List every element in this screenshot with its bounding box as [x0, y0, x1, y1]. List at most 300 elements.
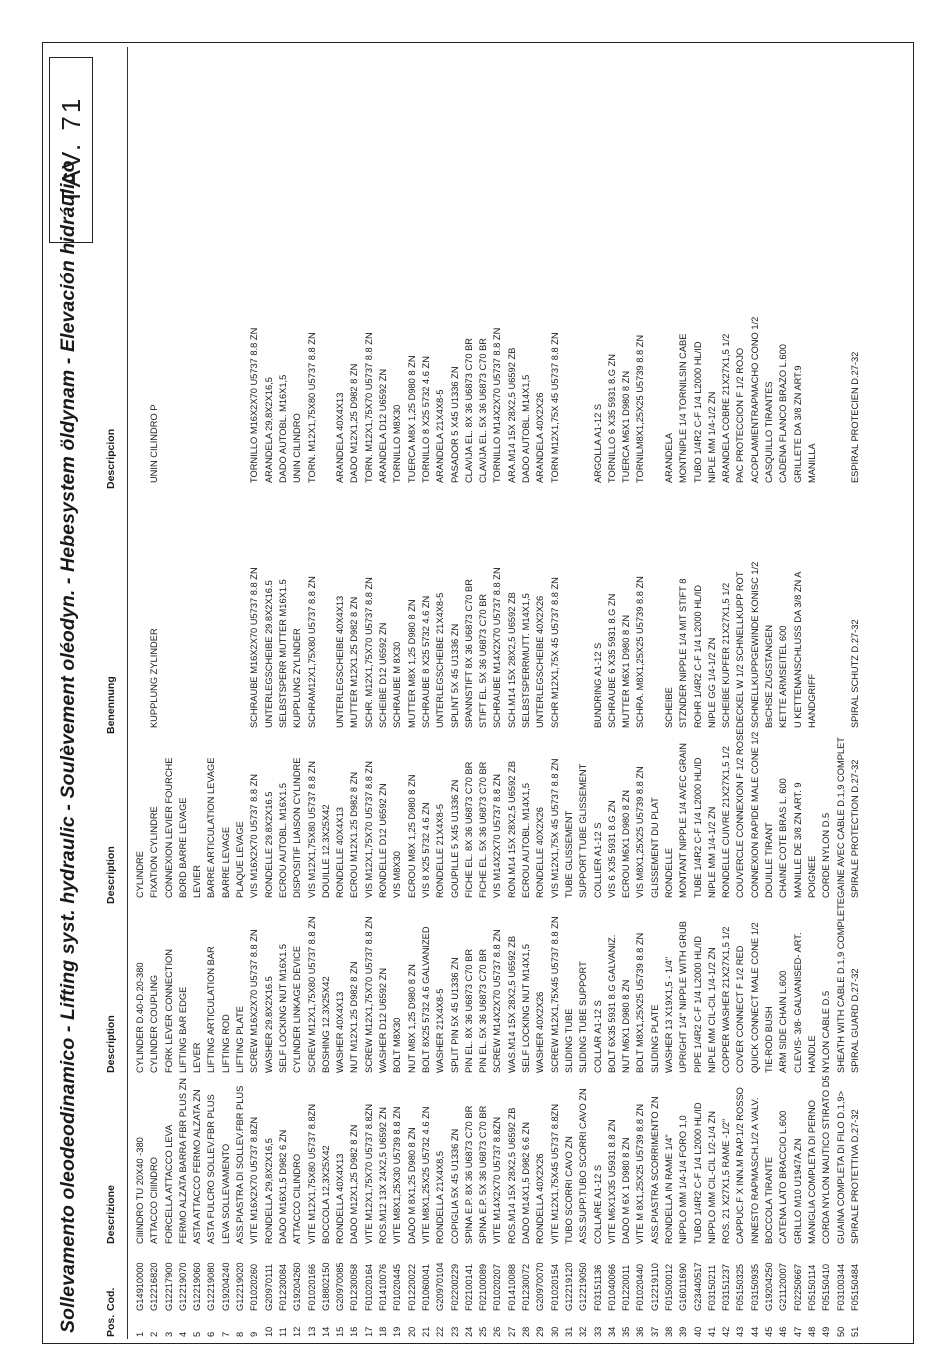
description-es: [204, 199, 218, 483]
description-de: ROHR 1/4R2 C-F 1/4 L2000 HL/ID: [692, 584, 703, 729]
part-position: 22: [435, 1326, 446, 1337]
description-en: WASHER 21X4X8-5: [435, 988, 446, 1073]
header-benennung: Benennung: [105, 676, 117, 734]
part-code: G23440517: [692, 1262, 703, 1311]
part-position: 41: [706, 1326, 717, 1337]
description-it: FORCELLA ATTACCO LEVA: [163, 1124, 174, 1244]
part-position: 40: [692, 1326, 703, 1337]
part-code: F01220022: [406, 1263, 417, 1311]
description-en: NIPLE MM CIL-CIL 1/4-1/2 ZN: [706, 947, 717, 1073]
header-rule: [127, 47, 128, 1339]
description-de: MUTTER M12X1.25 D982 8 ZN: [349, 596, 360, 729]
description-it: ASS.SUPP.TUBO SCORRI CAVO ZN: [578, 1088, 589, 1244]
parts-table: [133, 199, 862, 1339]
description-it: ROS. 21 X27X1,5 RAME -1/2": [721, 1118, 732, 1244]
table-row: [619, 199, 633, 1339]
part-code: F02100089: [478, 1263, 489, 1311]
part-code: F01410076: [378, 1263, 389, 1311]
description-es: [834, 199, 848, 483]
description-fr: BORD BARRE LEVAGE: [177, 797, 188, 899]
description-it: ROS.M12 13X 24X2,5 U6592 ZN: [378, 1107, 389, 1244]
part-code: G20970070: [535, 1262, 546, 1311]
description-it: ATTACCO CILINDRO: [292, 1153, 303, 1244]
description-en: FORK LEVER CONNECTION: [163, 949, 174, 1073]
description-it: MANIGLIA COMPLETA DI PERNO: [806, 1100, 817, 1244]
part-code: G12217900: [163, 1262, 174, 1311]
description-en: BOLT 8X25 5732 4.6 GALVANIZED: [420, 926, 431, 1073]
part-position: 34: [606, 1326, 617, 1337]
part-code: G12219050: [578, 1262, 589, 1311]
part-position: 42: [721, 1326, 732, 1337]
description-fr: RONDELLE D12 U6592 ZN: [378, 783, 389, 899]
table-row: [262, 199, 276, 1339]
description-es: DADO M12X1,25 D982 8 ZN: [349, 363, 360, 484]
description-es: CADENA FLANCO BRAZO L.600: [778, 344, 789, 484]
description-de: KUPPLUNG ZYLINDER: [149, 628, 160, 729]
part-position: 2: [149, 1331, 160, 1337]
description-en: PIN EL. 8X 36 U6873 C70 BR: [463, 948, 474, 1073]
description-de: [204, 483, 218, 728]
description-es: NIPLE MM 1/4-1/2 ZN: [706, 391, 717, 484]
part-code: F03100344: [835, 1263, 846, 1311]
description-en: HANDLE: [806, 1035, 817, 1073]
description-es: ARANDELA 40X2X26: [535, 392, 546, 484]
description-it: DADO M 6X 1 D980 8 ZN: [621, 1137, 632, 1244]
description-it: RONDELLA 21X4X8,5: [435, 1150, 446, 1244]
part-code: G21120007: [778, 1263, 789, 1311]
description-en: SHEATH WITH CABLE D.1,9 COMPLETE: [835, 898, 846, 1073]
part-code: F05150114: [806, 1264, 817, 1311]
table-row: [490, 199, 504, 1339]
table-row: [662, 199, 676, 1339]
description-en: TIE-ROD BUSH: [764, 1006, 775, 1073]
description-it: NIPPLO MM 1/4-1/4 FORO 1,0: [678, 1115, 689, 1244]
table-row: [591, 199, 605, 1339]
rotated-sheet: [43, 43, 913, 1343]
description-en: BOLT M8X1,25X25 U5739 8.8 ZN: [635, 932, 646, 1073]
description-it: GRILLO M10 U1947A ZN: [792, 1138, 803, 1244]
description-es: ARANDELA 40X4X13: [335, 392, 346, 484]
description-it: VITE M16X2X70 U5737 8.8ZN: [249, 1116, 260, 1244]
table-row: [605, 199, 619, 1339]
description-es: ARANDELA COBRE 21X27X1,5 1/2: [721, 333, 732, 484]
description-en: CYLINDER COUPLING: [149, 974, 160, 1073]
description-it: SPIRALE PROTETTIVA D.27-32: [849, 1109, 860, 1244]
table-row: [190, 199, 204, 1339]
part-position: 33: [592, 1326, 603, 1337]
table-row: [376, 199, 390, 1339]
table-row: [733, 199, 747, 1339]
part-position: 4: [177, 1331, 188, 1337]
description-es: [233, 199, 247, 483]
description-es: DADO AUTOBL. M16X1,5: [277, 374, 288, 484]
description-en: WASHER 40X2X26: [535, 991, 546, 1073]
description-de: SPANNSTIFT 8X 36 U6873 C70 BR: [463, 579, 474, 729]
part-position: 9: [249, 1331, 260, 1337]
description-de: [219, 483, 233, 728]
description-en: CYLINDER D.40-D.20-380: [135, 962, 145, 1073]
description-es: [190, 199, 204, 483]
description-fr: LEVIER: [192, 864, 203, 899]
table-row: [805, 199, 819, 1339]
table-number-box: TAV. 71: [49, 57, 93, 243]
description-es: MANILLA: [806, 443, 817, 484]
description-fr: ECROU AUTOBL. M16X1.5: [277, 782, 288, 899]
description-fr: RONDELLE 29.8X2X16.5: [263, 791, 274, 899]
description-en: WAS.M14 15X 28X2,5 U6592 ZB: [506, 935, 517, 1073]
description-es: MONTNIPLE 1/4 TORNILSIN CABE: [678, 333, 689, 484]
table-row: [505, 199, 519, 1339]
part-code: G20970104: [435, 1262, 446, 1311]
part-code: F05150410: [821, 1263, 832, 1311]
description-de: BUNDRING A1-12 S: [592, 642, 603, 729]
part-position: 32: [578, 1326, 589, 1337]
description-en: WASHER 13 X19X1,5 - 1/4": [663, 956, 674, 1073]
table-row: [362, 199, 376, 1339]
part-code: F01230072: [521, 1263, 532, 1311]
part-code: G19204250: [764, 1262, 775, 1311]
description-fr: CHAINE COTE BRAS L. 600: [778, 778, 789, 899]
description-fr: RONDELLE 40X4X13: [335, 807, 346, 899]
table-row: [347, 199, 361, 1339]
description-fr: VIS M12X1,75X70 U5737 8.8 ZN: [363, 761, 374, 899]
description-es: TORNILLO 6 X35 5931 8.G ZN: [606, 354, 617, 484]
description-it: LEVA SOLLEVAMENTO: [220, 1143, 231, 1244]
description-es: DADO AUTOBL. M14X1,5: [521, 374, 532, 484]
part-code: F01020154: [549, 1263, 560, 1311]
part-position: 12: [292, 1326, 303, 1337]
table-row: [276, 199, 290, 1339]
description-en: SLIDING PLATE: [649, 1004, 660, 1073]
part-code: F02250667: [792, 1263, 803, 1311]
description-fr: SPIRALE PROTECTION D.27-32: [849, 759, 860, 899]
description-de: [133, 483, 147, 728]
table-row: [819, 199, 833, 1339]
description-de: [162, 483, 176, 728]
description-de: SPIRAL SCHUTZ D.27-32: [849, 619, 860, 729]
description-fr: DISPOSITIF LIAISON CYLINDRE: [292, 757, 303, 899]
description-es: CLAVIJA EL. 5X 36 U6873 C70 BR: [478, 338, 489, 484]
description-de: [648, 483, 662, 728]
description-fr: VIS M14X2X70 U5737 8.8 ZN: [492, 774, 503, 899]
header-descrizione: Descrizione: [105, 1185, 117, 1244]
description-es: CASQUILLO TIRANTES: [764, 381, 775, 484]
description-en: WASHER 40X4X13: [335, 991, 346, 1073]
header-descripcion: Descripcion: [105, 428, 117, 489]
description-it: VITE M8X1,25X25 U5732 4.6 ZN: [420, 1106, 431, 1244]
description-fr: MONTANT NIPPLE 1/4 AVEC GRAIN: [678, 743, 689, 899]
table-row: [405, 199, 419, 1339]
description-fr: COLLIER A1-12 S: [592, 822, 603, 899]
description-es: ACOPLAMIENTRAPMACHO CONO 1/2: [749, 316, 760, 484]
description-en: NUT M12X1.25 D982 8 ZN: [349, 961, 360, 1073]
part-code: F03151237: [721, 1263, 732, 1311]
description-de: [233, 483, 247, 728]
description-de: SCHRAUBE M 8X30: [392, 641, 403, 729]
description-de: SCHEIBE D12 U6592 ZN: [378, 622, 389, 729]
description-it: RONDELLA 29,8X2X16,5: [263, 1138, 274, 1244]
description-de: SCHRAM12X1,75X80 U5737 8.8 ZN: [306, 576, 317, 729]
part-position: 48: [806, 1326, 817, 1337]
table-row: [848, 199, 862, 1339]
description-en: PIPE 1/4R2 C-F 1/4 L2000 HL/ID: [692, 936, 703, 1073]
part-position: 24: [463, 1326, 474, 1337]
description-en: CLEVIS- 3/8- GALVANISED- ART.: [792, 932, 803, 1073]
table-row: [290, 199, 304, 1339]
description-fr: RONDELLE 21X4X8-5: [435, 803, 446, 899]
part-position: 10: [263, 1326, 274, 1337]
description-fr: VIS M16X2X70 U5737 8.8 ZN: [249, 774, 260, 899]
table-row: [305, 199, 319, 1339]
table-row: [247, 199, 261, 1339]
part-position: 26: [492, 1326, 503, 1337]
description-it: ASS.PIASTRA DI SOLLEV.FBR PLUS: [235, 1085, 246, 1244]
part-position: 27: [506, 1326, 517, 1337]
part-position: 3: [163, 1331, 174, 1337]
description-fr: VIS M8X1,25X25 U5739 8.8 ZN: [635, 766, 646, 899]
description-en: BOLT M8X30: [392, 1017, 403, 1073]
description-it: GUAINA COMPLETA DI FILO D.1,9>: [835, 1090, 846, 1244]
description-de: NIPLE GG 1/4-1/2 ZN: [706, 637, 717, 729]
part-code: F03150935: [749, 1263, 760, 1311]
part-code: G20970085: [335, 1262, 346, 1311]
description-de: UNTERLEGSCHEIBE 21X4X8-5: [435, 592, 446, 729]
table-row: [176, 199, 190, 1339]
table-row: [462, 199, 476, 1339]
description-de: [834, 483, 848, 728]
description-en: SCREW M12X1,75X80 U5737 8.8 ZN: [306, 916, 317, 1073]
part-position: 37: [649, 1326, 660, 1337]
description-es: UNIN CILINDRO: [292, 413, 303, 484]
part-code: G12219120: [563, 1262, 574, 1311]
description-fr: RONDELLE CUIVRE 21X27X1,5 1/2: [721, 746, 732, 899]
table-row: [691, 199, 705, 1339]
description-de: MUTTER M6X1 D980 8 ZN: [621, 614, 632, 729]
description-en: BOSHING 12.3X25X42: [320, 976, 331, 1073]
part-code: F01020166: [306, 1263, 317, 1311]
description-fr: CONNEXION RAPIDE MALE CONE 1/2: [749, 731, 760, 899]
description-es: PAC PROTECCION F 1/2 ROJO: [735, 347, 746, 484]
description-fr: CONNEXION LEVIER FOURCHE: [163, 757, 174, 899]
description-it: DADO M 8X1,25 D980 8 ZN: [406, 1127, 417, 1244]
description-es: TORNILM8X1,25X25 U5739 8.8 ZN: [635, 334, 646, 484]
part-code: F01230084: [277, 1263, 288, 1311]
description-fr: GAINE AVEC CABLE D.1,9 COMPLET: [835, 737, 846, 899]
description-de: DECKEL W 1/2 SCHNELLKUPP ROT: [735, 571, 746, 729]
description-es: [576, 199, 590, 483]
description-fr: VIS M12X1,75X 45 U5737 8.8 ZN: [549, 758, 560, 899]
description-it: RONDELLA 40X4X13: [335, 1153, 346, 1244]
description-en: SELF LOCKING NUT M14X1,5: [521, 944, 532, 1073]
part-position: 25: [478, 1326, 489, 1337]
description-it: ASTA ATTACCO FERMO ALZATA ZN: [192, 1089, 203, 1244]
description-es: TORN M12X1,75X 45 U5737 8.8 ZN: [549, 332, 560, 484]
part-code: G14910000: [135, 1262, 145, 1311]
description-en: ARM SIDE CHAIN L.600: [778, 970, 789, 1073]
description-es: [648, 199, 662, 483]
part-code: F01020164: [363, 1263, 374, 1311]
description-de: [190, 483, 204, 728]
part-position: 28: [521, 1326, 532, 1337]
description-fr: GLISSEMENT DU PLAT: [649, 797, 660, 899]
description-it: SPINA E.P. 5X 36 U6873 C70 BR: [478, 1105, 489, 1244]
description-es: ARANDELA 29,8X2X16,5: [263, 377, 274, 484]
description-it: FERMO ALZATA BARRA FBR PLUS ZN: [177, 1078, 188, 1244]
description-it: INNESTO RAPMASCH.1/2 A VALV.: [749, 1097, 760, 1244]
description-en: NYLON CABLE D.5: [821, 990, 832, 1073]
description-es: TORNILLO M8X30: [392, 404, 403, 484]
description-de: [319, 483, 333, 728]
description-it: VITE M12X1,75X70 U5737 8.8ZN: [363, 1103, 374, 1244]
description-it: VITE M14X2X70 U5737 8.8ZN: [492, 1116, 503, 1244]
description-fr: PLAQUE LEVAGE: [235, 821, 246, 899]
description-es: TORN. M12X1,75X70 U5737 8.8 ZN: [363, 332, 374, 484]
description-fr: TUBE GLISSEMENT: [563, 810, 574, 899]
description-de: SELBSTSPERRMUTT. M14X1,5: [521, 593, 532, 729]
description-en: COVER CONNECT F 1/2 RED: [735, 945, 746, 1073]
part-code: F01020260: [249, 1263, 260, 1311]
description-it: ATTACCO CIlINDRO: [149, 1157, 160, 1244]
part-code: F01020207: [492, 1263, 503, 1311]
description-es: CLAVIJA EL. 8X 36 U6873 C70 BR: [463, 338, 474, 484]
header-cod: Cod.: [105, 1287, 117, 1311]
description-en: SCREW M12X1,75X70 U5737 8.8 ZN: [363, 916, 374, 1073]
description-en: SPLIT PIN 5X 45 U1336 ZN: [449, 957, 460, 1073]
part-position: 39: [678, 1326, 689, 1337]
table-row: [390, 199, 404, 1339]
description-en: QUICK CONNECT MALE CONE 1/2: [749, 922, 760, 1073]
description-fr: COUVERCLE CONNEXION F 1/2 ROSE: [735, 728, 746, 899]
description-de: SCHEIBE: [663, 687, 674, 729]
description-de: [576, 483, 590, 728]
part-code: G12219110: [649, 1263, 660, 1311]
part-code: F03151136: [592, 1264, 603, 1311]
part-code: F01020445: [392, 1263, 403, 1311]
description-de: [176, 483, 190, 728]
description-es: [219, 199, 233, 483]
part-position: 44: [749, 1326, 760, 1337]
part-code: G12216820: [149, 1262, 160, 1311]
part-position: 36: [635, 1326, 646, 1337]
part-position: 45: [764, 1326, 775, 1337]
description-fr: CORDE NYLON D.5: [821, 812, 832, 899]
description-it: CORDA NYLON NAUTICO STIRATO D5: [821, 1075, 832, 1244]
description-es: ARGOLLA A1-12 S: [592, 403, 603, 484]
description-fr: ECROU AUTOBL. M14X1,5: [521, 782, 532, 899]
description-it: BOCCOLA 12,3X25X42: [320, 1145, 331, 1244]
description-en: LEVER: [192, 1042, 203, 1073]
description-de: UNTERLEGSCHEIBE 29.8X2X16.5: [263, 580, 274, 729]
part-position: 20: [406, 1326, 417, 1337]
description-es: ESPIRAL PROTECIEN D.27-32: [849, 351, 860, 484]
part-position: 51: [849, 1326, 860, 1337]
description-es: PASADOR 5 X45 U1336 ZN: [449, 366, 460, 484]
document-page: [42, 42, 914, 1344]
description-de: SCHR M12X1,75X 45 U5737 8.8 ZN: [549, 577, 560, 729]
description-de: [562, 483, 576, 728]
description-fr: FICHE EL. 8X 36 U6873 C70 BR: [463, 761, 474, 899]
table-row: [433, 199, 447, 1339]
description-de: SCHR. M12X1,75X70 U5737 8.8 ZN: [363, 577, 374, 729]
part-code: F01410088: [506, 1263, 517, 1311]
description-es: UNIN CILINDRO P: [149, 404, 160, 484]
description-en: LIFTING BAR EDGE: [177, 986, 188, 1073]
description-it: BOCCOLA TIRANTE: [764, 1156, 775, 1244]
description-de: SCHRA. M8X1,25X25 U5739 8.8 ZN: [635, 576, 646, 729]
table-row: [633, 199, 647, 1339]
part-code: F01040066: [606, 1263, 617, 1311]
description-it: RONDELLA IN RAME 1/4": [663, 1134, 674, 1244]
table-row: [705, 199, 719, 1339]
part-code: F05150325: [735, 1263, 746, 1311]
description-fr: BARRE LEVAGE: [220, 826, 231, 899]
part-code: F01500012: [663, 1263, 674, 1311]
table-row: [476, 199, 490, 1339]
description-it: VITE M 8X1,25X25 U5739 8.8 ZN: [635, 1103, 646, 1244]
description-es: TUERCA M6X1 D980 8 ZN: [621, 370, 632, 484]
part-position: 18: [378, 1326, 389, 1337]
table-row: [748, 199, 762, 1339]
part-code: F03150211: [706, 1264, 717, 1311]
table-row: [448, 199, 462, 1339]
part-position: 16: [349, 1326, 360, 1337]
description-de: BsCHSE ZUGSTANGEN: [764, 624, 775, 729]
table-row: [676, 199, 690, 1339]
description-es: TUERCA M8X 1,25 D980 8 ZN: [406, 355, 417, 484]
description-de: SCHRAUBE 8 X25 5732 4.6 ZN: [420, 595, 431, 729]
description-de: U KETTENANSCHLUSS DA 3/8 ZN A: [792, 571, 803, 729]
table-row: [791, 199, 805, 1339]
description-es: TORNILLO 8 X25 5732 4.6 ZN: [420, 356, 431, 484]
table-row: [133, 199, 147, 1339]
part-position: 6: [206, 1331, 217, 1337]
part-position: 38: [663, 1326, 674, 1337]
description-de: STZNDER NIPPLE 1/4 MIT STIFT 8: [678, 578, 689, 729]
description-de: SPLINT 5X 45 U1336 ZN: [449, 623, 460, 729]
description-en: COPPER WASHER 21X27X1,5 1/2: [721, 926, 732, 1073]
description-en: PIN EL. 5X 36 U6873 C70 BR: [478, 948, 489, 1073]
description-en: BOLT 6X35 5931 8.G GALVANIZ.: [606, 934, 617, 1073]
part-code: F01060041: [420, 1263, 431, 1311]
description-de: KUPPLUNG ZYLINDER: [292, 628, 303, 729]
description-de: [819, 483, 833, 728]
table-row: [233, 199, 247, 1339]
description-de: HANDGRIFF: [806, 673, 817, 729]
description-es: ARANDELA 21X4X8-5: [435, 389, 446, 484]
description-en: COLLAR A1-12 S: [592, 1000, 603, 1073]
table-row: [719, 199, 733, 1339]
description-it: DADO M16X1,5 D982 6 ZN: [277, 1129, 288, 1244]
description-fr: POIGNEE: [806, 855, 817, 899]
part-code: F05150484: [849, 1263, 860, 1311]
part-position: 5: [192, 1331, 203, 1337]
description-es: GRILLETE DA 3/8 ZN ART.9: [792, 365, 803, 484]
part-position: 21: [420, 1326, 431, 1337]
table-row: [419, 199, 433, 1339]
part-code: G12219060: [192, 1262, 203, 1311]
description-fr: VIS M12X1,75X80 U5737 8.8 ZN: [306, 761, 317, 899]
description-it: RONDELLA 40X2X26: [535, 1153, 546, 1244]
part-position: 13: [306, 1326, 317, 1337]
part-code: G12219070: [177, 1262, 188, 1311]
description-de: UNTERLEGSCHEIBE 40X2X26: [535, 595, 546, 729]
description-es: [819, 199, 833, 483]
description-fr: TUBE 1/4R2 C-F 1/4 L2000 HL/ID: [692, 757, 703, 899]
table-row: [762, 199, 776, 1339]
description-de: SCHEIBE KUPFER 21X27X1,5 1/2: [721, 582, 732, 729]
description-de: SCHRAUBE M14X2X70 U5737 8.8 ZN: [492, 567, 503, 729]
description-fr: VIS 8 X25 5732 4.6 ZN: [420, 802, 431, 899]
